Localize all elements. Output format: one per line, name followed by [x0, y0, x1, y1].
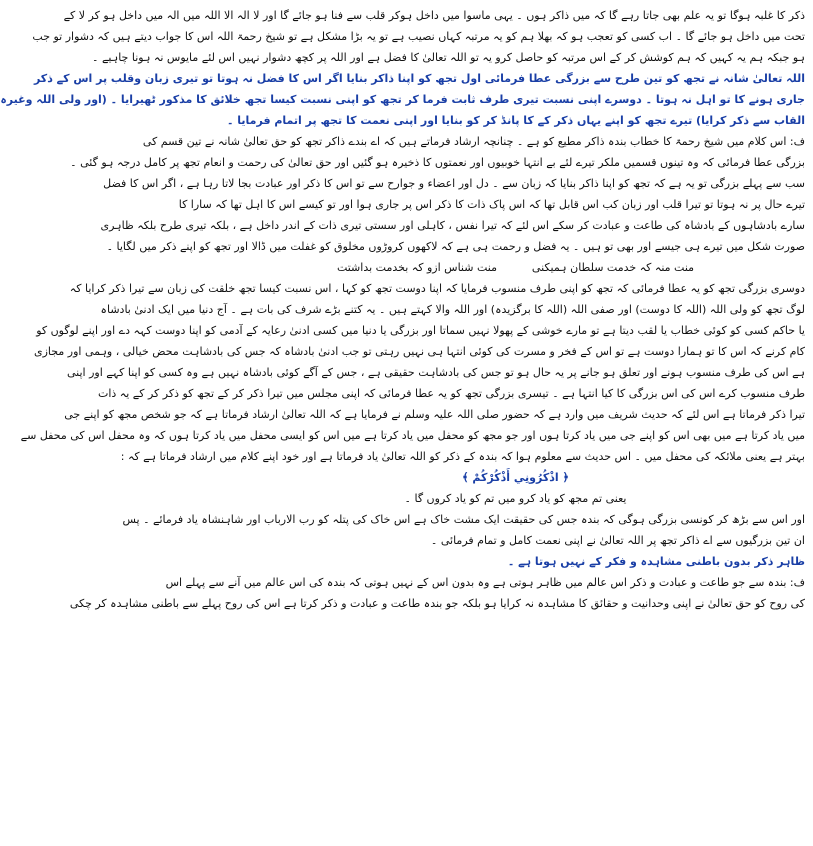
text-line: ہو جبکہ ہم یہ کہیں کہ ہم کوشش کر کے اس مرتبہ کو حاصل کرو یہ تو اللہ تعالیٰ کا فضل ہے اور اللہ پر کچھ دشوار نہیں اس لئے مایوس نہ ہونا چاہیے ۔ — [92, 51, 805, 64]
text-line: یا حاکم کسی کو کوئی خطاب یا لقب دیتا ہے تو مارے خوشی کے پھولا نہیں سماتا اور بزرگی یا دنیا میں کسی ادنیٰ رعایہ کے آدمی کو اپنا دوست کہہ دے اور اپنے لوگوں کو — [36, 324, 805, 337]
text-line: میں یاد کرتا ہے میں بھی اس کو اپنے جی میں یاد کرتا ہوں اور جو مجھ کو محفل میں یاد کرتا ہے میں اس کو ایسی محفل میں یاد کرتا ہوں کہ وہ محفل اس کی محفل سے — [20, 429, 805, 442]
text-line: بہتر ہے یعنی ملائکہ کی محفل میں ۔ اس حدیث سے معلوم ہوا کہ بندہ کے ذکر کو اللہ تعالیٰ یاد فرماتا ہے اور خود اپنے کلام میں ارشاد فرماتا ہے کہ : — [120, 450, 805, 463]
text-line: کام کرنے کہ اس کا تو ہمارا دوست ہے تو اس کے فخر و مسرت کی کوئی انتہا ہی نہیں رہتی تو جب ادنیٰ بادشاہ کہ جس کی بادشاہت محض خیالی ، وہمی اور مجازی — [34, 345, 805, 358]
text-line: طرف منسوب کرے اس کی اس بزرگی کا کیا انتہا ہے ۔ تیسری بزرگی تجھ کو یہ عطا فرمائی کہ اپنی مجلس میں تیرا ذکر کر کے تجھ کو ذکر کر کے یہ ذات — [98, 387, 805, 400]
text-line: دوسری بزرگی تجھ کو یہ عطا فرمائی کہ تجھ کو اپنی طرف منسوب فرمایا کہ اپنا دوست تجھ کو کہا ، اس نسبت کیسا تجھ خلقت کی زبان سے تیرا ذکر کرایا کہ — [69, 282, 805, 295]
heading-line: اللہ تعالیٰ شانہ نے تجھ کو تین طرح سے بزرگی عطا فرمائی اول تجھ کو اپنا ذاکر بنایا اگر اس کا فضل نہ ہوتا تو تیری زبان وقلب پر اس کے ذکر — [33, 72, 805, 85]
verse-translation: یعنی تم مجھ کو یاد کرو میں تم کو یاد کروں گا ۔ — [404, 492, 627, 505]
text-line: لوگ تجھ کو ولی اللہ (اللہ کا دوست) اور صفی اللہ (اللہ کا برگزیدہ) اور اللہ والا کہتے ہیں ۔ یہ کتنے بڑے شرف کی بات ہے ۔ آج دنیا میں ایک ادنیٰ بادشاہ — [100, 303, 805, 316]
text-line: صورت شکل میں تیرے ہی جیسے اور بھی تو ہیں ۔ یہ فضل و رحمت ہی ہے کہ لاکھوں کروڑوں مخلوق کو غفلت میں ڈالا اور تجھ کو اپنے ذکر میں لگایا ۔ — [106, 240, 805, 253]
heading-line: جاری ہونے کا تو اہل نہ ہوتا ۔ دوسرے اپنی نسبت تیری طرف ثابت فرما کر تجھ کو اپنی نسبت کیسا تجھ خلائق کا مذکور ٹھیرایا ۔ (اور ولی اللہ وغیرہ — [0, 93, 805, 106]
heading-line: القاب سے ذکر کرایا) تیرے تجھ کو اپنے یہاں ذکر کے کا پانڈ کر کو بنایا اور اپنی نعمت کا تجھ پر اتمام فرمایا ۔ — [227, 114, 805, 127]
paragraph-2 — [70, 131, 805, 257]
paragraph-3 — [20, 278, 805, 467]
paragraph-5 — [69, 572, 805, 614]
text-line: تحت میں داخل ہو جائے گا ۔ اب کسی کو تعجب ہو کہ بھلا ہم کو یہ مرتبہ کہاں نصیب ہے تو یہ بڑا مشکل ہے تو شیخ رحمۃ اللہ اس کا جواب دیتے ہیں کہ دشوار تو جب — [32, 30, 805, 43]
text-line: اور اس سے بڑھ کر کونسی بزرگی ہوگی کہ بندہ جس کی حقیقت ایک مشت خاک ہے اس خاک کی پتلہ کو رب الارباب اور شاہنشاہ یاد فرمائے ۔ پس — [122, 513, 805, 526]
heading-three-blessings — [0, 68, 805, 131]
text-line: سارے بادشاہوں کے بادشاہ کی طاعت و عبادت کر سکے اس لئے کہ تیرا نفس ، کاہلی اور سستی تیری ذات کے اندر داخل ہے ، بلکہ تیری طرح بلکہ ظاہری — [100, 219, 805, 232]
persian-verse: منت منہ کہ خدمت سلطان ہمیکنی منت شناس ازو کہ بخدمت بداشتت — [336, 261, 695, 274]
text-line: ف: بندہ سے جو طاعت و عبادت و ذکر اس عالم میں ظاہر ہوتی ہے وہ بدون اس کے نہیں ہوتی کہ بندہ کی اس عالم میں آنے سے پہلے اس — [165, 576, 805, 589]
text-line: کی روح کو حق تعالیٰ نے اپنی وحدانیت و حقائق کا مشاہدہ نہ کرایا ہو بلکہ جو بندہ طاعت و عبادت و ذکر کرتا ہے اس کی روح پہلے سے باطنی مشاہدہ کر چکی — [69, 597, 805, 610]
paragraph-1 — [32, 5, 805, 68]
text-line: تیرے حال پر نہ ہوتا تو تیرا قلب اور زبان کب اس قابل تھا کہ اس پاک ذات کا ذکر اس پر جاری ہوا اور تو کیسے اس کا اہل تھا کہ سارا کا — [178, 198, 805, 211]
text-line: سب سے پہلے بزرگی تو یہ ہے کہ تجھ کو اپنا ذاکر بنایا کہ زبان سے ۔ دل اور اعضاء و جوارح سے تو اس کا ذکر اور عبادت بجا لاتا رہا ہے ، اگر اس کا فضل — [103, 177, 805, 190]
text-line: ف: اس کلام میں شیخ رحمۃ کا خطاب بندہ ذاکر مطیع کو ہے ۔ چنانچہ ارشاد فرماتے ہیں کہ اے بندے ذاکر تجھ کو حق تعالیٰ شانہ نے تین قسم کی — [142, 135, 805, 148]
text-line: ذکر کا غلبہ ہوگا تو یہ علم بھی جاتا رہے گا کہ میں ذاکر ہوں ۔ یہی ماسوا میں داخل ہوکر قلب سے فنا ہو جائے گا اور لا الہ الا اللہ میں الہ میں داخل ہو کر لا کے — [63, 9, 805, 22]
text-line: بزرگی عطا فرمائی کہ وہ تینوں قسمیں ملکر تیرے لئے بے انتہا خوبیوں اور نعمتوں کا ذخیرہ ہو گئیں اور حق تعالیٰ کی رحمت و انعام تجھ پر کامل درجہ ہو گئی ۔ — [70, 156, 805, 169]
quran-verse: ﴿ اذْكُرُونِي أَذْكُرْكُمْ ﴾ — [462, 471, 569, 484]
text-line: تیرا ذکر فرماتا ہے اس لئے کہ حدیث شریف میں وارد ہے کہ حضور صلی اللہ علیہ وسلم نے فرمایا ہے کہ اللہ تعالیٰ ارشاد فرماتا ہے کہ جو شخص مجھ کو اپنے جی — [64, 408, 805, 421]
paragraph-4 — [122, 509, 805, 551]
text-line: ہے اس کی طرف منسوب ہونے اور تعلق ہو جانے پر یہ حال ہو تو جس کی بادشاہت حقیقی ہے ، جس کے آگے کوئی بادشاہ نہیں ہے وہ کسی کو اپنا کہے اور اپنی — [66, 366, 805, 379]
text-line: ان تین بزرگیوں سے اے ذاکر تجھ پر اللہ تعالیٰ نے اپنی نعمت کامل و تمام فرمائی ۔ — [430, 534, 805, 547]
heading-outward-remembrance: ظاہر ذکر بدون باطنی مشاہدہ و فکر کے نہیں ہوتا ہے ۔ — [507, 555, 805, 568]
